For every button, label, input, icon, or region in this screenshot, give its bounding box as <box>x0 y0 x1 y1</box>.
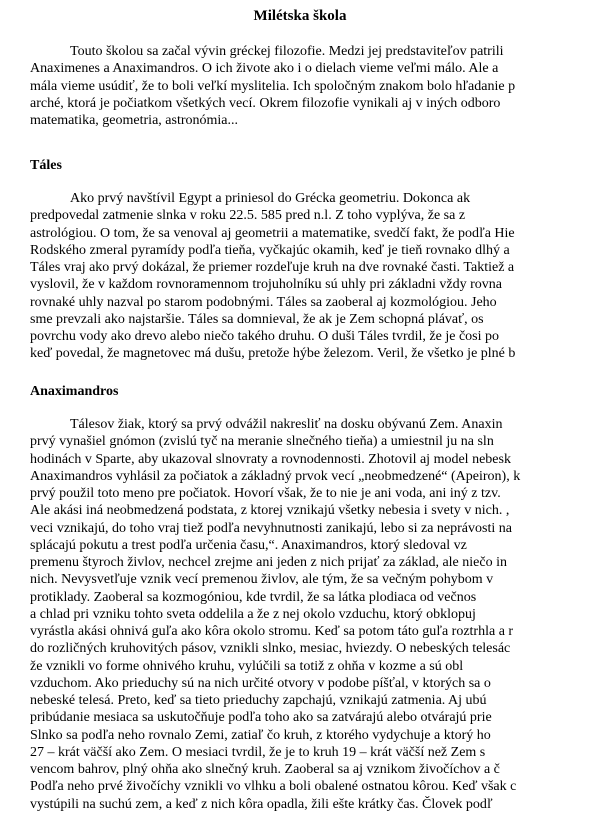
text-line: veci vznikajú, do toho vraj tiež podľa nevyhnutnosti zanikajú, lebo si za neprávosti na <box>30 520 512 536</box>
text-line: predpovedal zatmenie slnka v roku 22.5. 585 pred n.l. Z toho vyplýva, že sa z <box>30 208 466 224</box>
text-line: vyslovil, že v každom rovnoramennom trojuholníku sú uhly pri základni vždy rovna <box>30 277 503 293</box>
section-heading-tales: Táles <box>30 158 62 173</box>
text-line: mála vieme usúdiť, že to boli veľkí myslitelia. Ich spoločným znakom bolo hľadanie p <box>30 78 516 94</box>
text-line: prvý použil toto meno pre počiatok. Hovorí však, že to nie je ani voda, ani iný z tzv. <box>30 486 501 501</box>
anaximandros-paragraph <box>30 416 520 813</box>
text-line: nebeské telesá. Preto, keď sa tieto prieduchy zapchajú, vznikajú zatmenia. Aj ubú <box>30 693 487 708</box>
text-line: vyrástla akási ohnivá guľa ako kôra okolo stromu. Keď sa potom táto guľa roztrhla a r <box>30 624 514 639</box>
text-line: splácajú pokutu a trest podľa určenia času,“. Anaximandros, ktorý sledoval vz <box>30 537 467 553</box>
text-line: astrológiou. O tom, že sa venoval aj geometrii a matematike, svedčí fakt, že podľa Hie <box>30 225 515 241</box>
text-line: Anaximandros vyhlásil za počiatok a základný prvok vecí „neobmedzené“ (Apeiron), k <box>30 468 521 484</box>
text-line: Slnko sa podľa neho rovnalo Zemi, zatiaľ čo kruh, z ktorého vydychuje a ktorý ho <box>30 727 491 743</box>
section-heading-anaximandros: Anaximandros <box>30 384 119 399</box>
text-line: Táles vraj ako prvý dokázal, že priemer rozdeľuje kruh na dve rovnaké časti. Taktiež a <box>30 260 515 275</box>
text-line: prvý vynašiel gnómon (zvislú tyč na meranie slnečného tieňa) a umiestnil ju na sln <box>30 434 494 450</box>
text-line: Ale akási iná neobmedzená podstata, z ktorej vznikajú všetky nebesia i svety v nich. , <box>30 503 510 519</box>
text-line: rovnaké uhly nazval po starom podobnými. Táles sa zaoberal aj kozmológiou. Jeho <box>30 294 497 310</box>
text-line: arché, ktorá je počiatkom všetkých vecí. Okrem filozofie vynikali aj v iných odboro <box>30 95 501 111</box>
text-line: keď povedal, že magnetovec má dušu, pretože hýbe železom. Veril, že všetko je plné b <box>30 346 516 362</box>
text-line: Podľa neho prvé živočíchy vznikli vo vlhku a boli obalené ostnatou kôrou. Keď však c <box>30 779 517 795</box>
text-line: že vznikli vo forme ohnivého kruhu, vylúčili sa totiž z ohňa v kozme a sú obl <box>30 658 464 674</box>
text-line: vencom bahrov, plný ohňa ako slnečný kruh. Zaoberal sa aj vznikom živočíchov a č <box>30 762 500 777</box>
text-line: vzduchom. Ako prieduchy sú na nich určité otvory v podobe píšťal, v ktorých sa o <box>30 675 491 691</box>
text-line: nich. Nevysvetľuje vznik vecí premenou živlov, ale tým, že sa večným pohybom v <box>30 572 494 588</box>
text-line: Rodského zmeral pyramídy podľa tieňa, vyčkajúc okamih, keď je tieň rovnako dlhý a <box>30 242 510 258</box>
text-line: pribúdanie mesiaca sa uskutočňuje podľa toho ako sa zatvárajú alebo otvárajú prie <box>30 710 492 726</box>
text-line: Anaximenes a Anaximandros. O ich živote ako i o dielach vieme veľmi málo. Ale a <box>30 61 499 77</box>
text-line: hodinách v Sparte, aby ukazoval slnovraty a rovnodennosti. Zhotovil aj model nebesk <box>30 451 511 467</box>
text-line: Touto školou sa začal vývin gréckej filozofie. Medzi jej predstaviteľov patrili <box>70 44 504 59</box>
intro-paragraph <box>30 43 520 129</box>
tales-paragraph <box>30 190 520 363</box>
text-line: vystúpili na suchú zem, a keď z nich kôra opadla, žili ešte krátky čas. Človek podľ <box>30 796 493 812</box>
text-line: sme prevzali ako najstaršie. Táles sa domnieval, že ak je Zem schopná plávať, os <box>30 311 484 327</box>
text-line: do rozličných kruhovitých pásov, vznikli slnko, mesiac, hviezdy. O nebeských telesác <box>30 641 511 657</box>
text-line: protiklady. Zaoberal sa kozmogóniou, kde tvrdil, že sa látka plodiaca od večnos <box>30 589 477 605</box>
text-line: povrchu vody ako drevo alebo niečo takého druhu. O duši Táles tvrdil, že je čosi po <box>30 329 500 344</box>
text-line: a chlad pri vzniku tohto sveta oddelila a že z nej okolo vzduchu, ktorý obklopuj <box>30 606 476 622</box>
text-line: Tálesov žiak, ktorý sa prvý odvážil nakresliť na dosku obývanú Zem. Anaxin <box>70 417 503 432</box>
document-title: Milétska škola <box>253 8 347 24</box>
text-line: premenu štyroch živlov, nechcel zrejme ani jeden z nich prijať za základ, ale niečo in <box>30 555 507 570</box>
text-line: matematika, geometria, astronómia... <box>30 113 238 128</box>
text-line: 27 – krát väčší ako Zem. O mesiaci tvrdil, že je to kruh 19 – krát väčší než Zem s <box>30 744 486 760</box>
text-line: Ako prvý navštívil Egypt a priniesol do Grécka geometriu. Dokonca ak <box>70 191 471 206</box>
